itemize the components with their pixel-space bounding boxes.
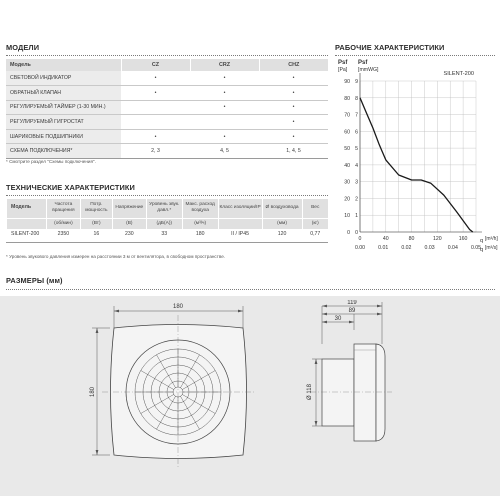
models-row-label: ШАРИКОВЫЕ ПОДШИПНИКИ [6, 129, 121, 144]
chart-ylabel-right: Psf [358, 60, 368, 66]
specs-header-cell: Класс изоляции/IP [218, 199, 262, 218]
models-table [6, 59, 328, 159]
chart-ytick-left: 40 [344, 162, 350, 169]
specs-header-cell: Макс. расход воздуха [182, 199, 218, 218]
chart-ytick-left: 0 [347, 230, 350, 236]
specs-header-cell: Напряжение [112, 199, 146, 218]
chart-ylabel-left-unit: [Pa] [338, 67, 348, 73]
models-row [6, 71, 328, 86]
chart-ytick-right: 2 [355, 196, 358, 203]
side-diameter-label: Ø 118 [307, 384, 313, 400]
specs-header-cell: Потр. мощность [80, 199, 112, 218]
specs-value-cell: 2350 [46, 229, 80, 242]
specs-header-cell: Вес [302, 199, 328, 218]
chart-ytick-left: 80 [344, 95, 350, 102]
models-cell-crz: • [190, 100, 259, 115]
models-row [6, 100, 328, 115]
models-cell-cz: • [121, 129, 190, 144]
chart-xunit1: [m³/h] [485, 236, 498, 242]
chart-series-label: SILENT-200 [443, 71, 474, 77]
models-cell-cz: • [121, 86, 190, 101]
dims-section-title: РАЗМЕРЫ (мм) [6, 276, 63, 285]
specs-header-cell: Уровень звук. давл.* [146, 199, 182, 218]
chart-xtick: 0 [358, 236, 362, 242]
models-cell-cz: 2, 3 [121, 144, 190, 159]
chart-ytick-left: 60 [344, 129, 350, 136]
specs-unit-cell: (Вт) [80, 218, 112, 229]
chart-xunit2: [m³/s] [485, 245, 498, 251]
models-row-label: СХЕМА ПОДКЛЮЧЕНИЯ* [6, 144, 121, 159]
specs-value-cell: 180 [182, 229, 218, 242]
chart-ytick-left: 90 [344, 79, 350, 85]
models-row-label: СВЕТОВОЙ ИНДИКАТОР [6, 71, 121, 86]
specs-table [6, 199, 328, 243]
chart-xtick-secondary: 0.03 [424, 245, 435, 251]
models-row [6, 129, 328, 144]
chart-ylabel-right-unit: [mmWG] [358, 67, 379, 73]
specs-value-cell: 33 [146, 229, 182, 242]
specs-unit-cell [218, 218, 262, 229]
chart-xtick-secondary: 0.01 [378, 245, 389, 251]
chart-ylabel-left: Psf [338, 60, 348, 66]
specs-value-cell: 16 [80, 229, 112, 242]
specs-header-cell: Частота вращения [46, 199, 80, 218]
front-height-label: 180 [90, 386, 96, 398]
specs-footnote: * Уровень звукового давления измерен на расстоянии 3 м от вентилятора, в свободном пространстве. [6, 254, 226, 259]
chart-xtick: 40 [382, 236, 389, 242]
models-header-cz: CZ [121, 59, 190, 71]
models-header-label: Модель [6, 59, 121, 71]
models-cell-cz [121, 100, 190, 115]
models-cell-crz: 4, 5 [190, 144, 259, 159]
chart-xtick: 80 [408, 236, 415, 242]
front-width-label: 180 [172, 304, 184, 310]
chart-ytick-right: 3 [355, 179, 358, 186]
models-row [6, 144, 328, 159]
side-body-label: 89 [348, 308, 356, 314]
specs-unit-cell: (об/мин) [46, 218, 80, 229]
models-title-rule [6, 55, 328, 56]
chart-ytick-left: 70 [344, 112, 350, 119]
side-spigot-label: 30 [334, 316, 342, 322]
specs-value-cell: SILENT-200 [7, 229, 47, 242]
chart-ytick-left: 30 [344, 179, 350, 186]
models-cell-chz: 1, 4, 5 [259, 144, 328, 159]
specs-title-rule [6, 195, 328, 196]
models-header-chz: CHZ [259, 59, 328, 71]
models-row-label: РЕГУЛИРУЕМЫЙ ТАЙМЕР (1-30 МИН.) [6, 100, 121, 115]
specs-unit-row [7, 218, 329, 229]
chart-ytick-right: 7 [355, 112, 358, 119]
front-view-drawing [88, 300, 288, 470]
chart-xtick: 160 [458, 236, 468, 242]
models-cell-chz: • [259, 115, 328, 130]
specs-header-row [7, 199, 329, 218]
models-row [6, 115, 328, 130]
models-section-title: МОДЕЛИ [6, 43, 40, 52]
specs-value-row [7, 229, 329, 242]
chart-ytick-right: 9 [355, 79, 358, 85]
specs-unit-cell: (дБ(А)) [146, 218, 182, 229]
specs-value-cell: II / IP45 [218, 229, 262, 242]
chart-xlabel: q [480, 238, 484, 244]
specs-value-cell: 230 [112, 229, 146, 242]
chart-xlabel-secondary: q [480, 247, 484, 253]
chart-xtick-secondary: 0.05 [470, 245, 482, 251]
models-cell-crz: • [190, 129, 259, 144]
specs-unit-cell: (кг) [302, 218, 328, 229]
models-cell-chz: • [259, 86, 328, 101]
chart-section-title: РАБОЧИЕ ХАРАКТЕРИСТИКИ [335, 43, 445, 52]
chart-ytick-right: 8 [355, 95, 358, 102]
chart-ytick-left: 10 [344, 213, 350, 220]
specs-header-cell: Модель [7, 199, 47, 218]
specs-section-title: ТЕХНИЧЕСКИЕ ХАРАКТЕРИСТИКИ [6, 183, 135, 192]
specs-unit-cell: (В) [112, 218, 146, 229]
chart-ytick-right: 4 [355, 162, 358, 169]
specs-unit-cell: (мм) [262, 218, 302, 229]
side-view-drawing [292, 300, 402, 470]
specs-unit-cell [7, 218, 47, 229]
side-total-label: 119 [347, 300, 357, 306]
dims-title-rule [6, 289, 495, 290]
models-cell-chz: • [259, 100, 328, 115]
models-header-crz: CRZ [190, 59, 259, 71]
chart-ytick-right: 0 [355, 230, 358, 236]
models-footnote: * Смотрите раздел "Схемы подключения". [6, 159, 96, 164]
models-cell-cz: • [121, 71, 190, 86]
specs-unit-cell: (м³/ч) [182, 218, 218, 229]
specs-value-cell: 0,77 [302, 229, 328, 242]
models-cell-chz: • [259, 129, 328, 144]
models-cell-cz [121, 115, 190, 130]
chart-xtick-secondary: 0.04 [447, 245, 458, 251]
chart-ytick-left: 50 [344, 146, 350, 153]
chart-ytick-right: 1 [355, 213, 358, 220]
chart-ytick-right: 5 [355, 146, 358, 153]
specs-header-cell: Ø воздуховода [262, 199, 302, 218]
models-cell-crz: • [190, 71, 259, 86]
chart-xtick: 120 [433, 236, 442, 242]
chart-xtick-secondary: 0.00 [354, 245, 366, 251]
specs-value-cell: 120 [262, 229, 302, 242]
models-header-row [6, 59, 328, 71]
models-row-label: ОБРАТНЫЙ КЛАПАН [6, 86, 121, 101]
chart-xtick-secondary: 0.02 [401, 245, 412, 251]
models-row [6, 86, 328, 101]
performance-chart [333, 56, 498, 271]
models-row-label: РЕГУЛИРУЕМЫЙ ГИГРОСТАТ [6, 115, 121, 130]
models-cell-crz [190, 115, 259, 130]
models-cell-chz: • [259, 71, 328, 86]
chart-ytick-left: 20 [344, 196, 350, 203]
chart-ytick-right: 6 [355, 129, 358, 136]
models-cell-crz: • [190, 86, 259, 101]
